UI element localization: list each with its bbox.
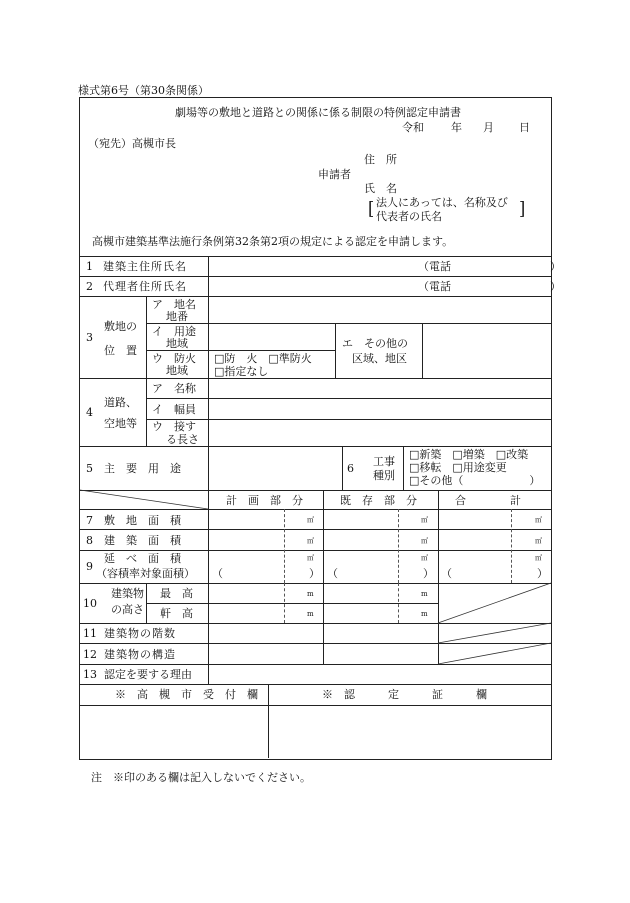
fire-zone-options-1[interactable]: □防 火 □準防火 [214,352,312,365]
row3a-label-2: 地番 [166,310,188,323]
header-existing: 既 存 部 分 [340,494,417,507]
unit-m: m [307,610,314,618]
unit-m2: ㎡ [307,516,314,524]
row1-number: 1 [86,260,93,273]
height-eave-label: 軒 高 [160,607,193,620]
footnote: 注 ※印のある欄は記入しないでください。 [91,771,311,784]
header-total: 合 計 [455,494,521,507]
paren-open: （ [212,567,223,580]
date-day: 日 [519,121,530,134]
unit-m: m [307,590,314,598]
unit-m: m [421,590,428,598]
row9-number: 9 [86,560,93,573]
unit-m2: ㎡ [535,537,542,545]
unit-m2: ㎡ [535,516,542,524]
row13-label: 認定を要する理由 [104,668,192,681]
work-type-options-1[interactable]: □新築 □増築 □改築 [409,448,529,461]
work-type-options-3[interactable]: □その他（ ） [409,474,541,487]
paren-open: （ [327,567,338,580]
unit-m2: ㎡ [421,537,428,545]
date-year: 年 [451,121,462,134]
row4c-label-1: ウ 接す [152,420,196,433]
row12-number: 12 [83,648,97,661]
row4b-label: イ 幅員 [152,403,196,416]
name-label: 氏 名 [364,182,397,195]
address-label: 住 所 [364,153,397,166]
unit-m: m [421,610,428,618]
row10-label-1: 建築物 [111,587,144,600]
certification-header: ※ 認 定 証 欄 [322,688,487,701]
row9-label-1: 延 べ 面 積 [104,552,181,565]
row10-label-2: の高さ [111,603,144,616]
row6-label-1: 工事 [373,455,395,468]
row5-label: 主 要 用 途 [104,462,181,475]
bracket-right: ] [519,198,526,219]
paren-close: ） [537,567,548,580]
row3e-label-1: エ その他の [342,337,408,350]
unit-m2: ㎡ [307,537,314,545]
row3a-label-1: ア 地名 [152,298,196,311]
row11-label: 建築物の階数 [104,627,176,640]
unit-m2: ㎡ [535,554,542,562]
reception-header: ※ 高 槻 市 受 付 欄 [115,688,258,701]
row3-number: 3 [86,331,93,344]
row13-number: 13 [83,668,97,681]
unit-m2: ㎡ [421,516,428,524]
row2-number: 2 [86,280,93,293]
applicant-note-1: 法人にあっては、名称及び [376,196,508,209]
work-type-options-2[interactable]: □移転 □用途変更 [409,461,507,474]
row7-number: 7 [86,514,93,527]
row4c-label-2: る長さ [166,433,199,446]
bracket-left: [ [368,198,375,219]
applicant-label: 申請者 [318,168,351,181]
row12-label: 建築物の構造 [104,648,176,661]
fire-zone-options-2[interactable]: □指定なし [214,365,269,378]
row1-label: 建築主住所氏名 [103,260,187,273]
row9-label-2: （容積率対象面積） [96,567,195,580]
statement: 高槻市建築基準法施行条例第32条第2項の規定による認定を申請します。 [92,235,454,248]
row3c-label-1: ウ 防火 [152,352,196,365]
paren-close: ） [309,567,320,580]
row4-label-2: 空地等 [104,417,137,430]
unit-m2: ㎡ [421,554,428,562]
paren-open: （ [441,567,452,580]
row8-label: 建 築 面 積 [104,534,181,547]
row3e-label-2: 区域、地区 [352,352,407,365]
row6-number: 6 [347,462,354,475]
row3-label-2: 位 置 [104,344,137,357]
row3b-label-2: 地域 [166,337,188,350]
certification-box [269,706,550,758]
row3b-label-1: イ 用途 [152,325,196,338]
addressee: （宛先）高槻市長 [88,137,176,150]
header-plan: 計 画 部 分 [226,494,303,507]
height-max-label: 最 高 [160,587,193,600]
form-number: 様式第6号（第30条関係） [78,84,209,97]
reception-box [80,706,268,758]
row2-phone: （電話 ） [418,280,561,293]
row2-label: 代理者住所氏名 [103,280,187,293]
row8-number: 8 [86,534,93,547]
row11-number: 11 [83,627,97,640]
row4-number: 4 [86,406,93,419]
date-era: 令和 [402,121,424,134]
row6-label-2: 種別 [373,469,395,482]
row10-number: 10 [83,597,97,610]
paren-close: ） [423,567,434,580]
row3c-label-2: 地域 [166,364,188,377]
row3-label-1: 敷地の [104,320,137,333]
applicant-note-2: 代表者の氏名 [376,210,442,223]
row5-number: 5 [86,462,93,475]
row1-phone: （電話 ） [418,260,561,273]
form-title: 劇場等の敷地と道路との関係に係る制限の特例認定申請書 [175,106,461,119]
row4a-label: ア 名称 [152,382,196,395]
unit-m2: ㎡ [307,554,314,562]
date-month: 月 [483,121,494,134]
row7-label: 敷 地 面 積 [104,514,181,527]
row4-label-1: 道路、 [104,396,137,409]
